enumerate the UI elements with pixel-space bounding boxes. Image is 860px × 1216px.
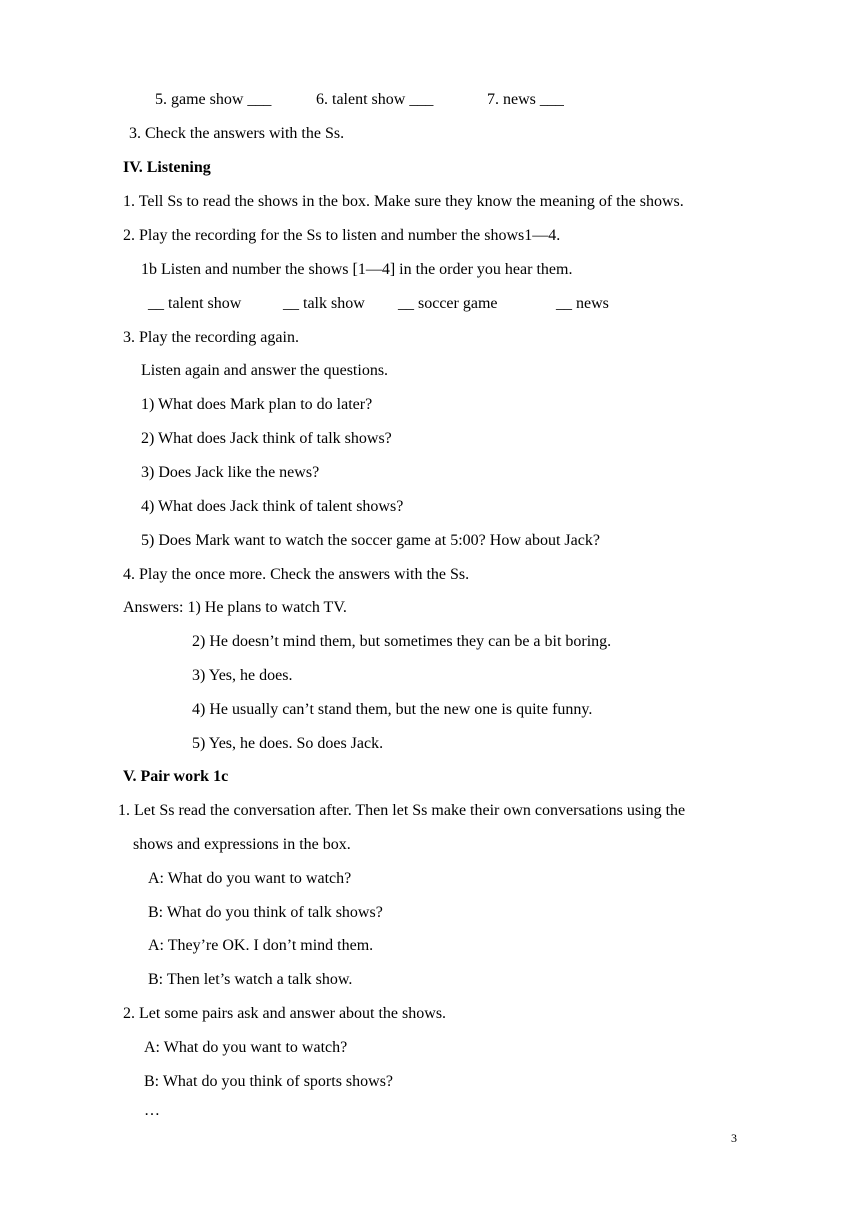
question: 5) Does Mark want to watch the soccer game at 5:00? How about Jack? [141,532,600,549]
exercise-item-5: 5. game show ___ [155,91,272,108]
question: 2) What does Jack think of talk shows? [141,430,392,447]
blank-item: __ soccer game [398,295,498,312]
blank-item: __ news [556,295,609,312]
step-text: 4. Play the once more. Check the answers with the Ss. [123,566,470,583]
blank-item: __ talent show [148,295,242,312]
page-number: 3 [731,1131,737,1145]
exercise-item-7: 7. news ___ [487,91,564,108]
dialogue-line: A: They’re OK. I don’t mind them. [148,937,374,954]
dialogue-line: B: What do you think of talk shows? [148,904,383,921]
dialogue-line: A: What do you want to watch? [148,870,352,887]
dialogue-line: B: Then let’s watch a talk show. [148,971,353,988]
section-heading-pair-work: V. Pair work 1c [123,768,229,785]
question: 1) What does Mark plan to do later? [141,396,373,413]
answer: 2) He doesn’t mind them, but sometimes they can be a bit boring. [192,633,612,650]
question: 3) Does Jack like the news? [141,464,320,481]
step-text: shows and expressions in the box. [133,836,351,853]
step-text: 2. Let some pairs ask and answer about the shows. [123,1005,447,1022]
blank-item: __ talk show [283,295,365,312]
step-text: 3. Check the answers with the Ss. [129,125,345,142]
step-text: 3. Play the recording again. [123,329,299,346]
exercise-instruction: Listen again and answer the questions. [141,362,389,379]
answer: 4) He usually can’t stand them, but the new one is quite funny. [192,701,593,718]
question: 4) What does Jack think of talent shows? [141,498,404,515]
answer: 3) Yes, he does. [192,667,293,684]
dialogue-line: B: What do you think of sports shows? [144,1073,394,1090]
step-text: 1. Let Ss read the conversation after. Then let Ss make their own conversations using the [118,802,686,819]
step-text: 1. Tell Ss to read the shows in the box. Make sure they know the meaning of the shows. [123,193,684,210]
exercise-item-6: 6. talent show ___ [316,91,434,108]
dialogue-line: A: What do you want to watch? [144,1039,348,1056]
step-text: 2. Play the recording for the Ss to listen and number the shows1—4. [123,227,561,244]
ellipsis: … [144,1102,160,1119]
answer: Answers: 1) He plans to watch TV. [123,599,347,616]
exercise-instruction: 1b Listen and number the shows [1—4] in the order you hear them. [141,261,573,278]
answer: 5) Yes, he does. So does Jack. [192,735,384,752]
section-heading-listening: IV. Listening [123,159,211,176]
